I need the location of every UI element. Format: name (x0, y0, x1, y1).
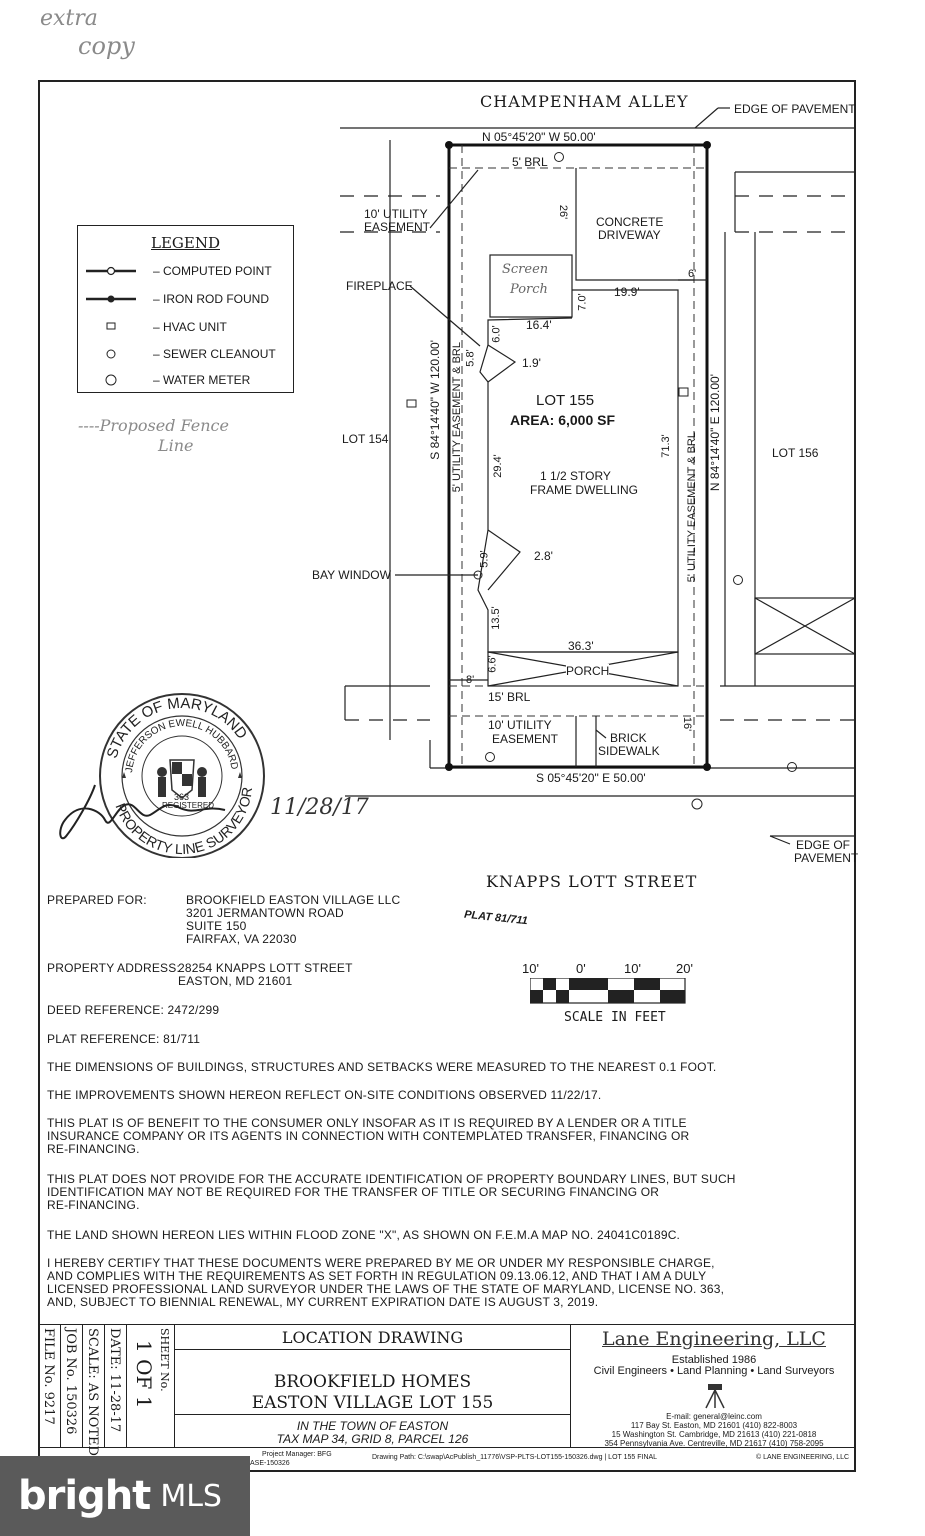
company-established: Established 1986 (671, 1354, 757, 1366)
dim-5-8: 5.8' (464, 349, 477, 367)
scale-tick-2: 0' (576, 961, 586, 976)
company-address-1: 117 Bay St. Easton, MD 21601 (410) 822-8003 (630, 1421, 798, 1430)
sheet-number: 1 OF 1 (132, 1340, 156, 1409)
side-easement-right: 5' UTILITY EASEMENT & BRL (686, 432, 698, 583)
sidewalk-2: SIDEWALK (598, 744, 660, 758)
porch-label: PORCH (566, 664, 610, 678)
project-lot: EASTON VILLAGE LOT 155 (251, 1393, 494, 1413)
bay-window-label: BAY WINDOW (312, 568, 391, 582)
legend-box (77, 225, 294, 393)
prepared-for-label: PREPARED FOR: (47, 893, 147, 907)
seal-bottom-text: PROPERTY LINE SURVEYOR (112, 786, 256, 858)
seal-registered: REGISTERED (162, 801, 215, 810)
rear-brl: 5' BRL (512, 155, 548, 169)
handwritten-fence-note: ----Proposed Fence (78, 416, 229, 435)
company-services: Civil Engineers • Land Planning • Land Surveyors (593, 1365, 835, 1377)
note-improvements: THE IMPROVEMENTS SHOWN HEREON REFLECT ON-SITE CONDITIONS OBSERVED 11/22/17. (47, 1088, 602, 1102)
utility-easement-top-2: EASEMENT (364, 220, 431, 234)
drawing-title: LOCATION DRAWING (281, 1328, 464, 1347)
dim-6-0: 6.0' (490, 325, 503, 343)
dim-6: 6' (688, 268, 697, 280)
note-measurements: THE DIMENSIONS OF BUILDINGS, STRUCTURES AND SETBACKS WERE MEASURED TO THE NEAREST 0.1 FOOT. (47, 1060, 717, 1074)
lot-156-label: LOT 156 (772, 446, 819, 460)
dim-29-4: 29.4' (491, 454, 504, 478)
dim-26: 26' (557, 204, 570, 220)
plat-reference: PLAT REFERENCE: 81/711 (47, 1032, 201, 1046)
driveway-2: DRIVEWAY (598, 228, 661, 242)
bright-mls-watermark (0, 1456, 250, 1536)
seal-number: 363 (174, 792, 190, 802)
dim-8: 8' (466, 674, 475, 686)
legend-title: LEGEND (151, 234, 220, 252)
title-block-col3 (104, 1324, 105, 1448)
legend-iron-rod: – IRON ROD FOUND (153, 292, 270, 306)
plat-stamp: PLAT 81/711 (463, 908, 529, 928)
dim-7-0: 7.0' (576, 293, 589, 311)
surveyor-signature (55, 780, 255, 850)
handwritten-screen: Screen (502, 262, 549, 277)
project-manager: Project Manager: BFG (262, 1451, 332, 1458)
lot-154-label: LOT 154 (342, 432, 389, 446)
dim-5-9: 5.9' (478, 550, 491, 568)
legend-symbols (78, 226, 295, 394)
front-brl: 15' BRL (488, 690, 531, 704)
sidewalk-1: BRICK (610, 731, 647, 745)
dim-13-5: 13.5' (489, 606, 502, 630)
driveway-1: CONCRETE (596, 215, 664, 229)
company-email: E-mail: general@leinc.com (666, 1412, 762, 1421)
sheet-label: SHEET No. (158, 1328, 171, 1392)
dim-16: 16' (681, 716, 694, 732)
survey-tripod-icon (700, 1380, 730, 1410)
watermark-brand: bright (18, 1473, 151, 1519)
seal-name-text: JEFFERSON EWELL HUBBARD (124, 717, 240, 774)
side-easement-left: 5' UTILITY EASEMENT & BRL (451, 342, 463, 493)
bearing-east: N 84°14'40" E 120.00' (708, 374, 722, 492)
scale-label: SCALE IN FEET (564, 1010, 666, 1025)
utility-easement-bottom-1: 10' UTILITY (488, 718, 552, 732)
property-address: 28254 KNAPPS LOTT STREET EASTON, MD 21601 (178, 961, 353, 988)
company-address-2: 15 Washington St. Cambridge, MD 21613 (410) 221-0818 (611, 1430, 817, 1439)
note-benefit: THIS PLAT IS OF BENEFIT TO THE CONSUMER ONLY INSOFAR AS IT IS REQUIRED BY A LENDER OR A TITLE INSURANCE COMPANY OR ITS AGENTS IN CONNECTION WITH CONTEMPLATED TRANSFER, FINANCING OR RE-FINANCING. (47, 1116, 690, 1156)
title-block-col1 (60, 1324, 61, 1448)
handwritten-note-copy: copy (78, 32, 135, 60)
dwelling-2: FRAME DWELLING (530, 483, 639, 497)
title-block-town-row (174, 1414, 571, 1415)
dim-19-9: 19.9' (614, 285, 640, 299)
dim-6-6: 6.6' (486, 655, 499, 673)
fireplace-label: FIREPLACE (346, 279, 413, 293)
company-address-3: 354 Pennsylvania Ave. Centreville, MD 21617 (410) 758-2095 (604, 1439, 824, 1448)
handwritten-note-extra: extra (40, 6, 98, 31)
project-name: BROOKFIELD HOMES (273, 1372, 472, 1392)
company-name: Lane Engineering, LLC (602, 1328, 826, 1350)
note-flood-zone: THE LAND SHOWN HEREON LIES WITHIN FLOOD ZONE "X", AS SHOWN ON F.E.M.A MAP NO. 24041C0189C. (47, 1228, 681, 1242)
handwritten-porch: Porch (510, 282, 548, 297)
handwritten-fence-line: Line (158, 436, 194, 455)
scale-tick-4: 20' (676, 961, 693, 976)
case-number: ASE-150326 (250, 1460, 290, 1467)
note-boundary: THIS PLAT DOES NOT PROVIDE FOR THE ACCURATE IDENTIFICATION OF PROPERTY BOUNDARY LINES, BUT SUCH IDENTIFICATION MAY NOT BE REQUIRED FOR THE TRANSFER OF TITLE OR SECURING FINANCING OR RE-FINANCING. (47, 1172, 736, 1212)
title-block-col2 (82, 1324, 83, 1448)
scale-tick-3: 10' (624, 961, 641, 976)
legend-sewer: – SEWER CLEANOUT (153, 347, 276, 361)
scale-bar (530, 978, 686, 1004)
street-label: KNAPPS LOTT STREET (486, 872, 698, 891)
town-line: IN THE TOWN OF EASTON (296, 1419, 449, 1433)
note-certification: I HEREBY CERTIFY THAT THESE DOCUMENTS WERE PREPARED BY ME OR UNDER MY RESPONSIBLE CHARGE, AND COMPLIES WITH THE REQUIREMENTS AS SET FORTH IN REGULATION 09.13.06.12, AND THAT I AM A DULY LICENSED PROFESSIONAL LAND SURVEYOR UNDER THE LAWS OF THE STATE OF MARYLAND, LICENSE NO. 363, AND, SUBJECT TO BIENNIAL RENEWAL, MY CURRENT EXPIRATION DATE IS AUGUST 3, 2019. (47, 1256, 725, 1309)
seal-top-text: STATE OF MARYLAND (103, 694, 251, 761)
dim-16-4: 16.4' (526, 318, 552, 332)
prepared-for: BROOKFIELD EASTON VILLAGE LLC 3201 JERMANTOWN ROAD SUITE 150 FAIRFAX, VA 22030 (186, 893, 401, 946)
dim-2-8: 2.8' (534, 549, 553, 563)
scale-tick-1: 10' (522, 961, 539, 976)
drawing-path: Drawing Path: C:\swap\AcPublish_11776\VSP-PLTS-LOT155-150326.dwg | LOT 155 FINAL (372, 1454, 658, 1461)
title-block-col4 (126, 1324, 127, 1448)
copyright: © LANE ENGINEERING, LLC (756, 1454, 850, 1461)
signature-date: 11/28/17 (270, 795, 369, 820)
dim-71-3: 71.3' (659, 434, 672, 458)
edge-of-pavement-top: EDGE OF PAVEMENT (734, 102, 856, 116)
legend-computed-point: – COMPUTED POINT (153, 264, 272, 278)
file-number: FILE No. 9217 (41, 1328, 56, 1425)
dim-1-9: 1.9' (522, 356, 541, 370)
alley-label: CHAMPENHAM ALLEY (480, 92, 689, 111)
job-number: JOB No. 150326 (63, 1328, 78, 1435)
dwelling-1: 1 1/2 STORY (540, 469, 611, 483)
legend-hvac: – HVAC UNIT (153, 320, 227, 334)
lot-number: LOT 155 (536, 392, 595, 409)
utility-easement-bottom-2: EASEMENT (492, 732, 559, 746)
tax-map-line: TAX MAP 34, GRID 8, PARCEL 126 (276, 1432, 469, 1446)
bearing-north: N 05°45'20" W 50.00' (482, 130, 596, 144)
scale-note: SCALE: AS NOTED (85, 1328, 100, 1456)
drawing-date: DATE: 11-28-17 (107, 1328, 122, 1433)
bearing-west: S 84°14'40" W 120.00' (428, 340, 442, 460)
bearing-south: S 05°45'20" E 50.00' (536, 771, 646, 785)
edge-of-pavement-bottom-1: EDGE OF (796, 838, 851, 852)
utility-easement-top-1: 10' UTILITY (364, 207, 428, 221)
property-address-label: PROPERTY ADDRESS: (47, 961, 180, 975)
dim-36-3: 36.3' (568, 639, 594, 653)
legend-water-meter: – WATER METER (153, 373, 251, 387)
deed-reference: DEED REFERENCE: 2472/299 (47, 1003, 220, 1017)
watermark-mls: MLS (160, 1478, 222, 1514)
lot-area: AREA: 6,000 SF (510, 412, 616, 428)
edge-of-pavement-bottom-2: PAVEMENT (794, 851, 859, 865)
